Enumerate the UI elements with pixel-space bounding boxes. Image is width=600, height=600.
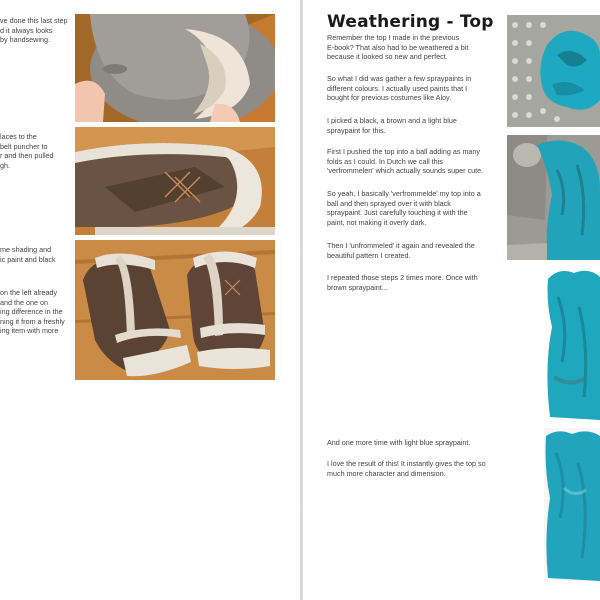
photo-weathered-bracers — [75, 240, 275, 380]
left-paragraph-3: me shading and ic paint and black — [0, 245, 56, 264]
right-paragraph-9: I love the result of this! It instantly gives the top so much more character and dimension. — [327, 459, 486, 478]
photo-top-blue-spray — [544, 428, 600, 581]
photo-fleece-sewing — [75, 14, 275, 122]
photo-lacing-bracer — [75, 127, 275, 235]
right-paragraph-8: And one more time with light blue spraypaint. — [327, 438, 471, 447]
left-paragraph-1: ve done this last step d it always looks by handsewing. — [0, 16, 68, 45]
right-paragraph-2: So what I did was gather a few spraypaints in different colours. I actually used paints that I bought for previous costumes like Aloy. — [327, 74, 472, 103]
right-paragraph-4: First I pushed the top into a ball adding as many folds as I could. In Dutch we call this 'verfrommelen' which actually sounds super cute. — [327, 147, 484, 176]
right-paragraph-5: So yeah, I basically 'verfrommelde' my top into a ball and then sprayed over it with black spraypaint. Just carefully touching it with the paint, not making it overly dark. — [327, 189, 481, 227]
photo-top-black-spray — [507, 135, 600, 260]
photo-top-brown-spray — [544, 267, 600, 420]
right-paragraph-1: Remember the top I made in the previous E-book? That also had to be weathered a bit because it looked so new and perfect. — [327, 33, 469, 62]
page-title: Weathering - Top — [327, 12, 494, 32]
right-paragraph-3: I picked a black, a brown and a light blue spraypaint for this. — [327, 116, 457, 135]
right-paragraph-6: Then I 'unfrommeled' it again and revealed the beautiful pattern I created. — [327, 241, 475, 260]
photo-crumpled-top — [507, 15, 600, 127]
left-paragraph-2: laces to the belt puncher to r and then pulled gh. — [0, 132, 54, 170]
right-paragraph-7: I repeated those steps 2 times more. Once with brown spraypaint... — [327, 273, 478, 292]
left-paragraph-4: on the left already and the one on ing difference in the ning it from a freshly ing item with more — [0, 288, 65, 336]
